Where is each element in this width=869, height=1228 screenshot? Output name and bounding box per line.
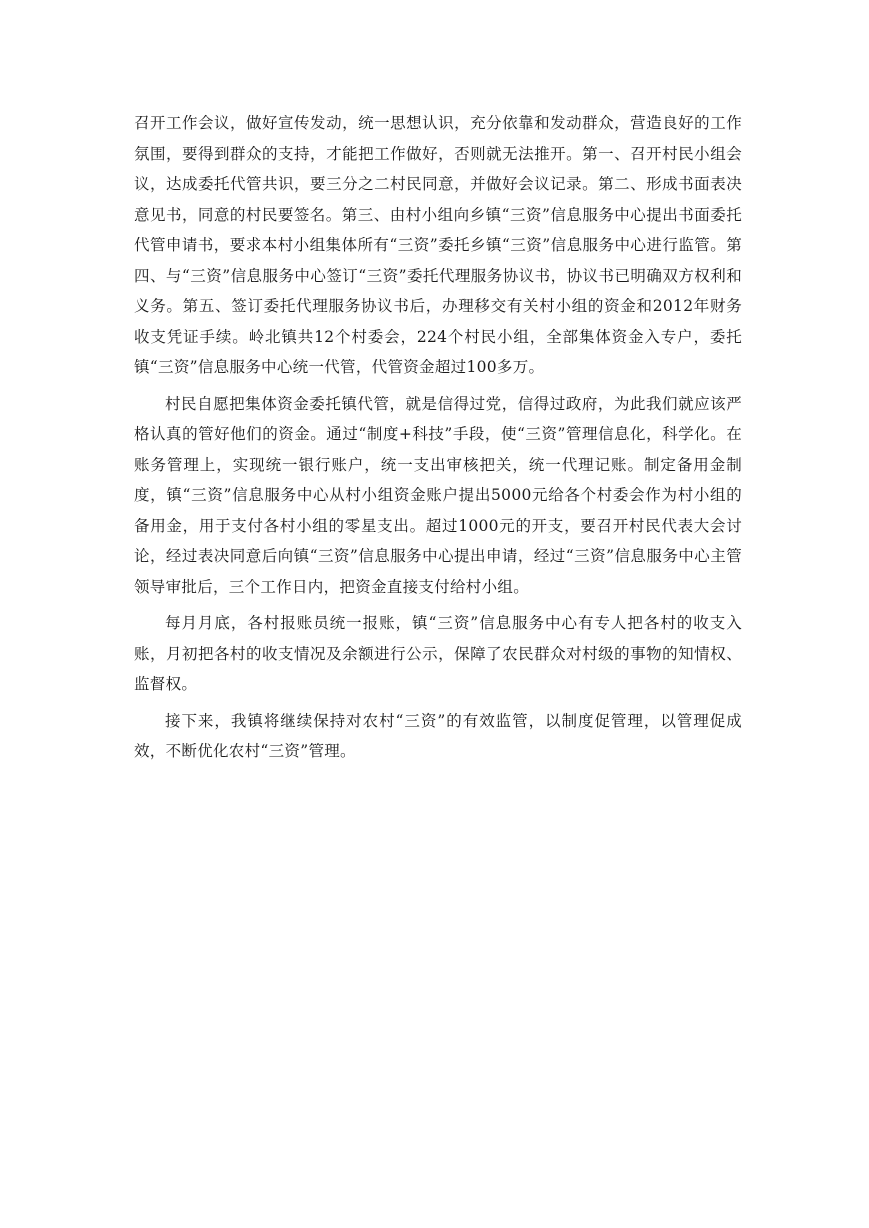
document-body: [134, 108, 742, 773]
paragraph-1: 召开工作会议，做好宣传发动，统一思想认识，充分依靠和发动群众，营造良好的工作氛围，要得到群众的支持，才能把工作做好，否则就无法推开。第一、召开村民小组会议，达成委托代管共识，要三分之二村民同意，并做好会议记录。第二、形成书面表决意见书，同意的村民要签名。第三、由村小组向乡镇“三资”信息服务中心提出书面委托代管申请书，要求本村小组集体所有“三资”委托乡镇“三资”信息服务中心进行监管。第四、与“三资”信息服务中心签订“三资”委托代理服务协议书，协议书已明确双方权利和义务。第五、签订委托代理服务协议书后，办理移交有关村小组的资金和2012年财务收支凭证手续。岭北镇共12个村委会，224个村民小组，全部集体资金入专户，委托镇“三资”信息服务中心统一代管，代管资金超过100多万。: [134, 114, 742, 376]
paragraph-4: 接下来，我镇将继续保持对农村“三资”的有效监管，以制度促管理，以管理促成效，不断优化农村“三资”管理。: [134, 711, 742, 760]
paragraph-3: 每月月底，各村报账员统一报账，镇“三资”信息服务中心有专人把各村的收支入账，月初把各村的收支情况及余额进行公示，保障了农民群众对村级的事物的知情权、监督权。: [134, 614, 742, 693]
paragraph-2: 村民自愿把集体资金委托镇代管，就是信得过党，信得过政府，为此我们就应该严格认真的管好他们的资金。通过“制度+科技”手段，使“三资”管理信息化，科学化。在账务管理上，实现统一银行账户，统一支出审核把关，统一代理记账。制定备用金制度，镇“三资”信息服务中心从村小组资金账户提出5000元给各个村委会作为村小组的备用金，用于支付各村小组的零星支出。超过1000元的开支，要召开村民代表大会讨论，经过表决同意后向镇“三资”信息服务中心提出申请，经过“三资”信息服务中心主管领导审批后，三个工作日内，把资金直接支付给村小组。: [134, 394, 742, 596]
